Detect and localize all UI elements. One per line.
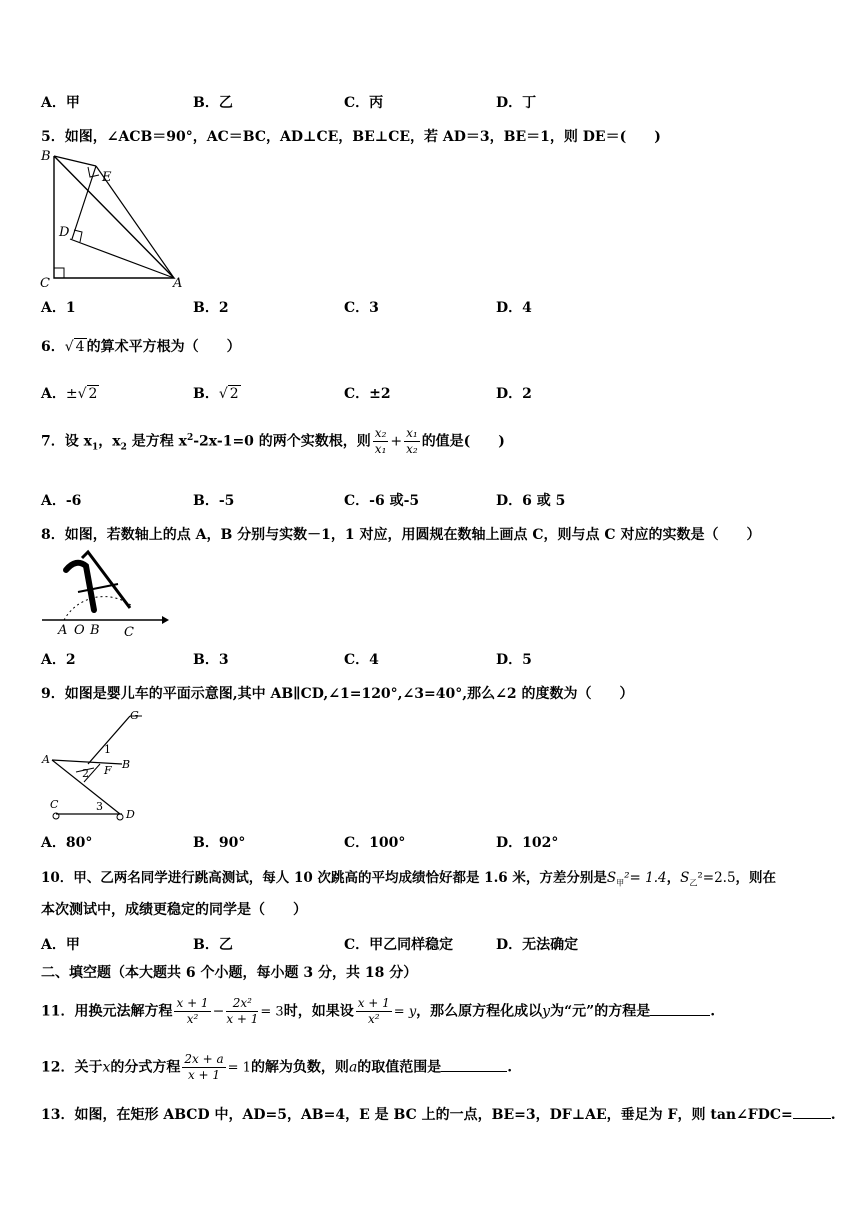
q11-frac1-den: x² [186, 1012, 199, 1026]
q12-text-a: 12．关于 [41, 1059, 103, 1076]
q7-plus: + [390, 433, 403, 450]
q12-answer-blank[interactable] [441, 1071, 507, 1072]
q8-label-b: B [90, 623, 100, 638]
q6-option-c: C．±2 [344, 386, 391, 402]
q8-option-a: A．2 [41, 652, 76, 668]
q8-label-o: O [74, 623, 85, 638]
q9-label-2: 2 [82, 767, 89, 780]
q11-frac1-num: x + 1 [176, 996, 209, 1010]
q9-label-d: D [126, 808, 135, 821]
q7-stem [41, 426, 505, 457]
q6-option-d: D．2 [496, 386, 532, 402]
q9-option-b: B．90° [193, 835, 246, 851]
q12-stem [41, 1052, 512, 1083]
q10-val-jia: ²= 1.4 [624, 870, 667, 886]
q13-answer-blank[interactable] [793, 1118, 831, 1119]
q6-option-b [193, 383, 241, 403]
q11-frac3-num: x + 1 [357, 996, 390, 1010]
q5-option-c: C．3 [344, 300, 379, 316]
q6-number: 6． [41, 339, 65, 355]
q7-text-a: 7．设 x [41, 433, 92, 450]
q11-frac3-den: x² [367, 1012, 380, 1026]
q6-option-b-radicand: 2 [229, 386, 239, 402]
q6-text: 的算术平方根为（ ） [86, 339, 241, 355]
q6-option-a-prefix: A． [41, 386, 66, 402]
q12-var-x: x [102, 1059, 111, 1076]
q11-eq: = 3 [260, 1004, 284, 1020]
q9-label-1: 1 [104, 743, 111, 756]
q13-text: 13．如图，在矩形 ABCD 中，AD=5，AB=4，E 是 BC 上的一点，BE=3，DF⊥AE，垂足为 F，则 tan∠FDC= [41, 1107, 793, 1123]
q9-stem: 9．如图是婴儿车的平面示意图,其中 AB∥CD,∠1=120°,∠3=40°,那么∠2 的度数为（ ） [41, 686, 634, 702]
q6-radicand: 4 [75, 339, 85, 355]
q9-label-a: A [42, 753, 50, 766]
q7-option-c: C．-6 或-5 [344, 493, 420, 509]
q7-frac2 [404, 426, 420, 457]
q4-option-d: D．丁 [496, 95, 537, 111]
q5-label-c: C [40, 276, 50, 288]
q7-option-a: A．-6 [41, 493, 82, 509]
q11-text-d: 为“元”的方程是 [550, 1003, 651, 1020]
q9-label-c: C [50, 798, 59, 811]
q11-stem [41, 996, 715, 1027]
q12-text-c: 的解为负数，则 [250, 1059, 349, 1076]
q10-option-c: C．甲乙同样稳定 [344, 937, 454, 953]
q5-option-a: A．1 [41, 300, 76, 316]
q6-option-b-prefix: B． [193, 386, 219, 402]
q7-option-b: B．-5 [193, 493, 235, 509]
q12-frac [182, 1052, 225, 1083]
q8-option-c: C．4 [344, 652, 379, 668]
q11-frac2 [226, 996, 258, 1027]
q8-label-c: C [124, 625, 134, 640]
q9-option-a: A．80° [41, 835, 93, 851]
q9-option-d: D．102° [496, 835, 559, 851]
q6-stem [41, 336, 241, 356]
q5-stem: 5．如图，∠ACB＝90°，AC＝BC，AD⊥CE，BE⊥CE，若 AD＝3，BE＝1，则 DE＝( ) [41, 129, 661, 145]
q9-figure [38, 706, 168, 824]
q11-frac1 [174, 996, 210, 1027]
q8-stem: 8．如图，若数轴上的点 A，B 分别与实数－1，1 对应，用圆规在数轴上画点 C，则与点 C 对应的实数是（ ） [41, 527, 761, 543]
q7-text-c: 是方程 x [126, 433, 187, 450]
q5-figure [36, 146, 196, 288]
q10-option-d: D．无法确定 [496, 937, 579, 953]
q5-label-b: B [41, 149, 51, 164]
q12-text-b: 的分式方程 [110, 1059, 181, 1076]
q8-label-a: A [58, 623, 68, 638]
q11-frac3 [356, 996, 392, 1027]
q4-option-c: C．丙 [344, 95, 384, 111]
section-2-heading: 二、填空题（本大题共 6 个小题，每小题 3 分，共 18 分） [41, 965, 418, 981]
q10-stem-line2: 本次测试中，成绩更稳定的同学是（ ） [41, 902, 307, 918]
q7-option-d: D．6 或 5 [496, 493, 566, 509]
q5-option-d: D．4 [496, 300, 532, 316]
q6-option-b-sqrt: √ 2 [218, 386, 239, 402]
q7-frac1 [373, 426, 389, 457]
q10-option-a: A．甲 [41, 937, 80, 953]
q11-minus: − [212, 1003, 225, 1020]
q7-sup: 2 [186, 432, 194, 443]
q11-var: y [542, 1003, 551, 1020]
q5-label-e: E [102, 170, 112, 185]
q11-eq2: = y [393, 1004, 417, 1020]
q6-option-a-sqrt: √ 2 [77, 386, 98, 402]
q12-text-d: 的取值范围是 [357, 1059, 442, 1076]
q11-text-a: 11．用换元法解方程 [41, 1003, 173, 1020]
q7-frac2-num: x₁ [406, 426, 418, 440]
q6-option-a [41, 383, 99, 403]
q8-figure [38, 548, 170, 640]
q9-label-f: F [104, 764, 112, 777]
q7-frac1-den: x₁ [374, 442, 387, 456]
q7-frac2-den: x₂ [406, 442, 418, 456]
q11-end: . [710, 1003, 716, 1020]
q10-sep: ， [666, 870, 681, 886]
q4-option-b: B．乙 [193, 95, 233, 111]
q11-frac2-num: 2x² [226, 996, 258, 1012]
q5-option-b: B．2 [193, 300, 229, 316]
q6-option-a-radicand: 2 [88, 386, 98, 402]
q7-sub2: 2 [120, 442, 127, 453]
q7-frac1-num: x₂ [374, 426, 387, 440]
q9-label-3: 3 [96, 800, 103, 813]
q12-frac-num: 2x + a [184, 1052, 224, 1066]
q10-val-yi: ²=2.5 [697, 870, 736, 886]
q12-eq: = 1 [227, 1060, 251, 1076]
q10-text-b: ，则在 [735, 870, 777, 886]
q6-sqrt: √ 4 [64, 339, 85, 355]
q10-sub-jia: 甲 [616, 878, 625, 888]
q13-end: . [830, 1107, 836, 1123]
q7-text-b: ，x [98, 433, 121, 450]
q10-s-jia: S [606, 870, 617, 886]
q10-stem-line1 [41, 866, 776, 889]
q9-option-c: C．100° [344, 835, 406, 851]
q11-answer-blank[interactable] [650, 1015, 710, 1016]
q13-stem [41, 1104, 836, 1124]
q6-option-a-pm: ± [65, 386, 78, 402]
q10-text-a: 10．甲、乙两名同学进行跳高测试，每人 10 次跳高的平均成绩恰好都是 1.6 米，方差分别是 [41, 870, 607, 886]
q10-s-yi: S [680, 870, 690, 886]
q12-end: . [507, 1059, 513, 1076]
q10-sub-yi: 乙 [689, 878, 698, 888]
q9-label-g: G [130, 709, 139, 722]
q12-frac-den: x + 1 [187, 1068, 221, 1082]
q8-option-b: B．3 [193, 652, 229, 668]
q10-option-b: B．乙 [193, 937, 233, 953]
q5-label-a: A [173, 276, 183, 288]
q12-var-a: a [348, 1059, 358, 1076]
q5-label-d: D [59, 225, 70, 240]
q7-sub1: 1 [91, 442, 99, 453]
q7-text-d: -2x-1=0 的两个实数根，则 [193, 433, 371, 450]
q11-text-b: 时，如果设 [283, 1003, 354, 1020]
q11-text-c: ，那么原方程化成以 [416, 1003, 543, 1020]
q9-label-b: B [122, 758, 131, 771]
q7-text-e: 的值是( ) [421, 433, 505, 450]
q11-frac2-den: x + 1 [226, 1012, 259, 1026]
q4-option-a: A．甲 [41, 95, 80, 111]
q8-option-d: D．5 [496, 652, 532, 668]
